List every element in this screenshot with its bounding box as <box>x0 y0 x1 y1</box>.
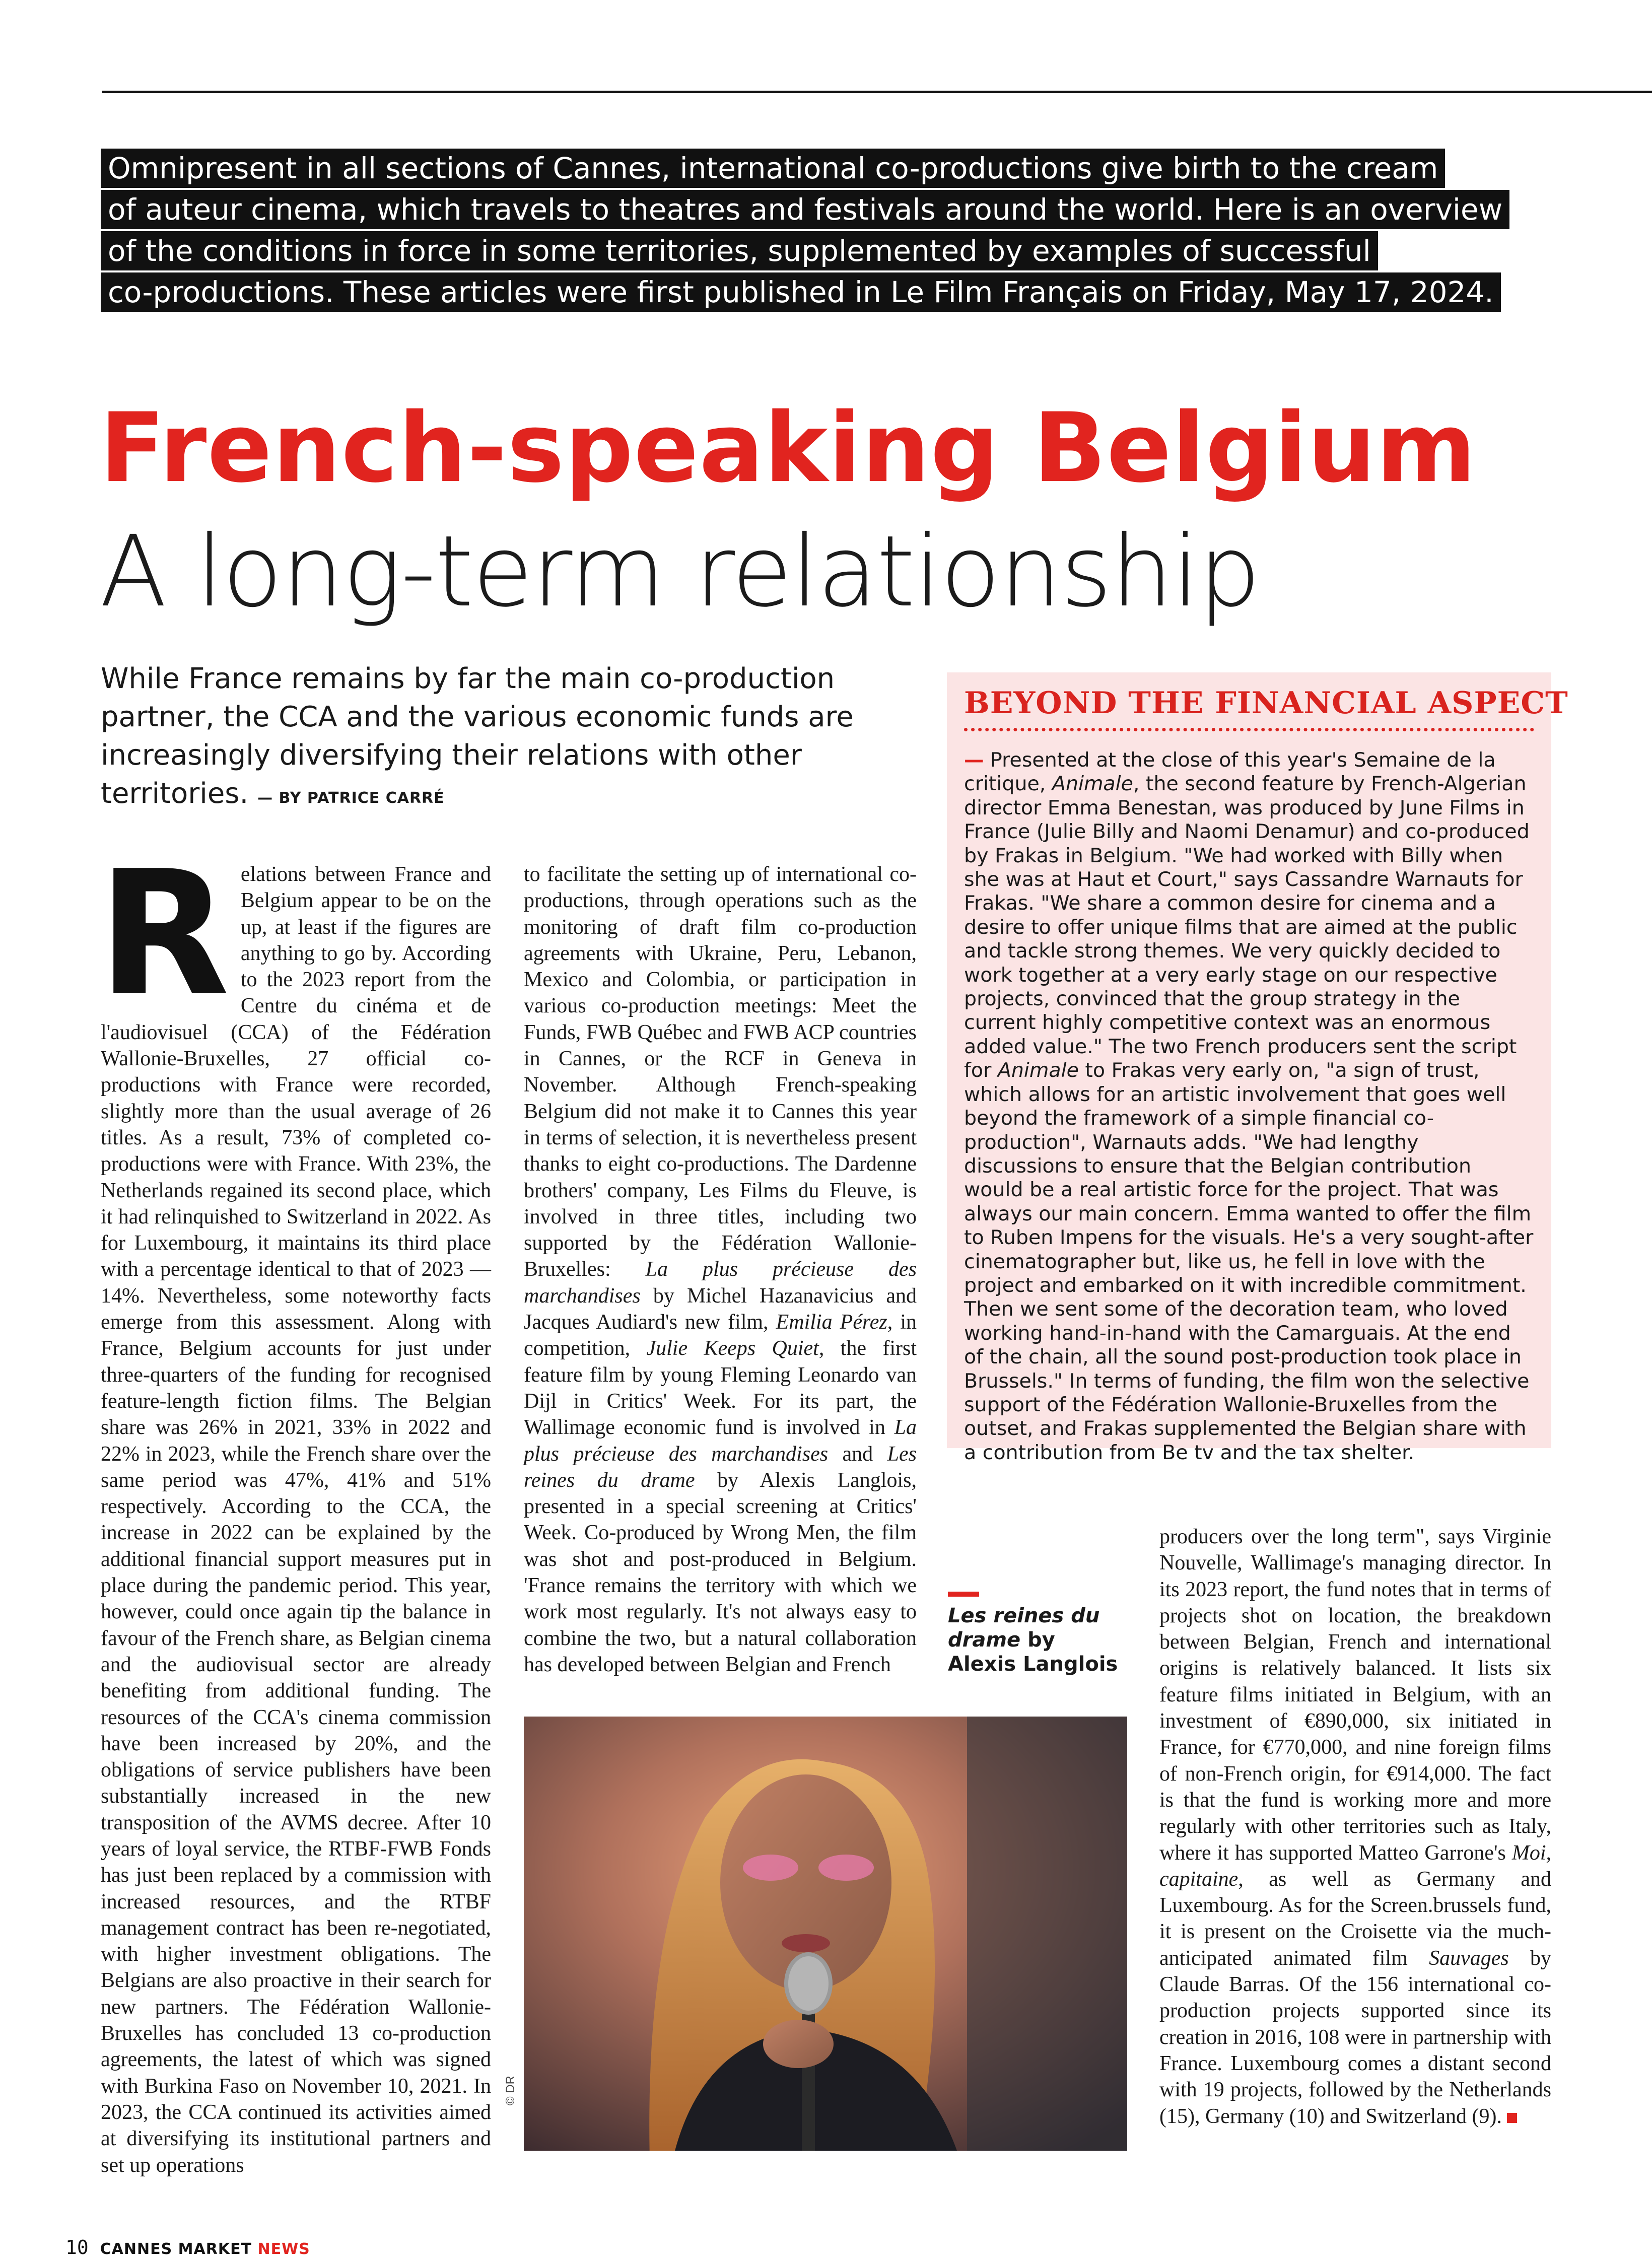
drop-cap: R <box>98 834 230 1034</box>
sidebar-dotted-rule <box>964 728 1534 731</box>
caption-rest: by Alexis Langlois <box>948 1628 1118 1676</box>
film-title: Emilia Pérez <box>776 1311 887 1334</box>
column-text: by Claude Barras. Of the 156 international co-production projects supported since its creation in 2016, 108 were in partnership with France. Luxembourg comes a distant second with 19 projects, followed by the Netherlands (15), Germany (10) and Switzerland (9). <box>1159 1946 1551 2128</box>
photo-caption <box>948 1592 1129 1676</box>
page-footer <box>65 2236 310 2258</box>
sidebar-box <box>947 672 1568 1464</box>
intro-line: of auteur cinema, which travels to theatres and festivals around the world. Here is an overview <box>101 190 1509 229</box>
photo-credit: © DR <box>504 2075 517 2105</box>
article-column-1 <box>98 834 491 2178</box>
caption-accent-bar <box>948 1592 979 1597</box>
byline: — BY PATRICE CARRÉ <box>257 789 445 807</box>
magazine-section: NEWS <box>257 2240 310 2258</box>
column-text: and <box>828 1442 887 1466</box>
page-number: 10 <box>65 2236 89 2258</box>
film-still-photo <box>524 1717 1127 2151</box>
magazine-name: CANNES MARKET <box>100 2240 258 2258</box>
article-column-2 <box>524 861 917 1678</box>
film-title: La plus précieuse des marchandises <box>524 1416 917 1466</box>
sidebar-text <box>964 748 1534 1465</box>
film-title: Animale <box>1052 772 1133 796</box>
intro-line: Omnipresent in all sections of Cannes, international co-productions give birth to the cream <box>101 149 1445 188</box>
sidebar-text-part: , the second feature by French-Algerian director Emma Benestan, was produced by June Films in France (Julie Billy and Naomi Denamur) and co-produced by Frakas in Belgium. "We had worked with Billy when she was at Haut et Court," says Cassandre Warnauts for Frakas. "We share a common desire for cinema and a desire to offer unique films that are aimed at the public and tackle strong themes. We very quickly decided to work together at a very early stage on our respective projects, convinced that the group strategy in the current highly competitive context was an enormous added value." The two French producers sent the script for <box>964 772 1530 1082</box>
caption-film-title: Les reines du drame <box>948 1604 1100 1652</box>
end-mark-icon <box>1507 2113 1517 2123</box>
column-text: , the first feature film by young Fleming Leonardo van Dijl in Critics' Week. For its part, the Wallimage economic fund is involved in <box>524 1337 917 1440</box>
headline-title: French-speaking Belgium <box>100 392 1477 504</box>
film-title: Julie Keeps Quiet <box>646 1337 819 1360</box>
top-rule <box>102 91 1652 93</box>
intro-line: of the conditions in force in some territories, supplemented by examples of successful <box>101 231 1378 270</box>
intro-line: co-productions. These articles were first published in Le Film Français on Friday, May 17, 2024. <box>101 272 1501 312</box>
column-text: by Alexis Langlois, presented in a special screening at Critics' Week. Co-produced by Wrong Men, the film was shot and post-produced in Belgium. 'France remains the territory with which we work most regularly. It's not always easy to combine the two, but a natural collaboration has developed between Belgian and French <box>524 1468 917 1676</box>
column-text: , in competition, <box>524 1311 917 1360</box>
film-still-illustration <box>524 1717 1127 2151</box>
column-text: elations between France and Belgium appear to be on the up, at least if the figures are anything to go by. According to the 2023 report from the Centre du cinéma et de l'audiovisuel (CCA) of the Fédération Wallonie-Bruxelles, 27 official co-productions with France were recorded, slightly more than the usual average of 26 titles. As a result, 73% of completed co-productions were with France. With 23%, the Netherlands regained its second place, which it had relinquished to Switzerland in 2022. As for Luxembourg, it maintains its third place with a percentage identical to that of 2023 — 14%. Nevertheless, some noteworthy facts emerge from this assessment. Along with France, Belgium accounts for just under three-quarters of the funding for recognised feature-length fiction films. The Belgian share was 26% in 2021, 33% in 2022 and 22% in 2023, while the French share over the same period was 47%, 41% and 51% respectively. According to the CCA, the increase in 2022 can be explained by the additional financial support measures put in place during the pandemic period. This year, however, could once again tip the balance in favour of the French share, as Belgian cinema and the audiovisual sector are already benefiting from additional funding. The resources of the CCA's cinema commission have been increased by 20%, and the obligations of service publishers have been substantially increased in the new transposition of the AVMS decree. After 10 years of loyal service, the RTBF-FWB Fonds has just been replaced by a commission with increased resources, and the RTBF management contract has been re-negotiated, with higher investment obligations. The Belgians are also proactive in their search for new partners. The Fédération Wallonie-Bruxelles has concluded 13 co-production agreements, the latest of which was signed with Burkina Faso on November 10, 2021. In 2023, the CCA continued its activities aimed at diversifying its institutional partners and set up operations <box>101 863 491 2177</box>
standfirst <box>101 660 917 817</box>
headline-subtitle: A long-term relationship <box>100 514 1260 629</box>
film-title: Sauvages <box>1429 1946 1509 1970</box>
film-title: Moi, capitaine <box>1159 1841 1551 1891</box>
column-text: by Michel Hazanavicius and Jacques Audiard's new film, <box>524 1284 917 1334</box>
column-text: to facilitate the setting up of international co-productions, through operations such as the monitoring of draft film co-production agreements with Ukraine, Peru, Lebanon, Mexico and Colombia, or participation in various co-production meetings: Meet the Funds, FWB Québec and FWB ACP countries in Cannes, or the RCF in Geneva in November. Although French-speaking Belgium did not make it to Cannes this year in terms of selection, it is nevertheless present thanks to eight co-productions. The Dardenne brothers' company, Les Films du Fleuve, is involved in three titles, including two supported by the Fédération Wallonie-Bruxelles: <box>524 863 917 1281</box>
article-column-3 <box>1159 1524 1551 2130</box>
dash-mark: — <box>964 748 984 772</box>
intro-block <box>101 149 1531 314</box>
film-title: La plus précieuse des marchandises <box>524 1258 917 1308</box>
standfirst-text: While France remains by far the main co-production partner, the CCA and the various economic funds are increasingly diversifying their relations with other territories. <box>101 662 854 810</box>
sidebar-title: BEYOND THE FINANCIAL ASPECT <box>964 686 1568 721</box>
sidebar-text-part: to Frakas very early on, "a sign of trust, which allows for an artistic involvement that goes well beyond the framework of a simple financial co-production", Warnauts adds. "We had lengthy discussions to ensure that the Belgian contribution would be a real artistic force for the project. That was always our main concern. Emma wanted to offer the film to Ruben Impens for the visuals. He's a very sought-after cinematographer but, like us, he fell in love with the project and embarked on it with incredible commitment. Then we sent some of the decoration team, who loved working hand-in-hand with the Camarguais. At the end of the chain, all the sound post-production took place in Brussels." In terms of funding, the film won the selective support of the Fédération Wallonie-Bruxelles from the outset, and Frakas supplemented the Belgian share with a contribution from Be tv and the tax shelter. <box>964 1059 1534 1464</box>
sidebar-text-part: Presented at the close of this year's Semaine de la critique, <box>964 748 1496 796</box>
column-text: producers over the long term", says Virginie Nouvelle, Wallimage's managing director. In its 2023 report, the fund notes that in terms of projects shot on location, the breakdown between Belgian, French and international origins is relatively balanced. It lists six feature films initiated in Belgium, with an investment of €890,000, six initiated in France, for €770,000, and nine foreign films of non-French origin, for €914,000. The fact is that the fund is working more and more regularly with other territories such as Italy, where it has supported Matteo Garrone's <box>1159 1525 1551 1865</box>
column-text: , as well as Germany and Luxembourg. As for the Screen.brussels fund, it is present on the Croisette via the much-anticipated animated film <box>1159 1867 1551 1970</box>
film-title: Les reines du drame <box>524 1442 917 1492</box>
film-title: Animale <box>997 1059 1079 1082</box>
